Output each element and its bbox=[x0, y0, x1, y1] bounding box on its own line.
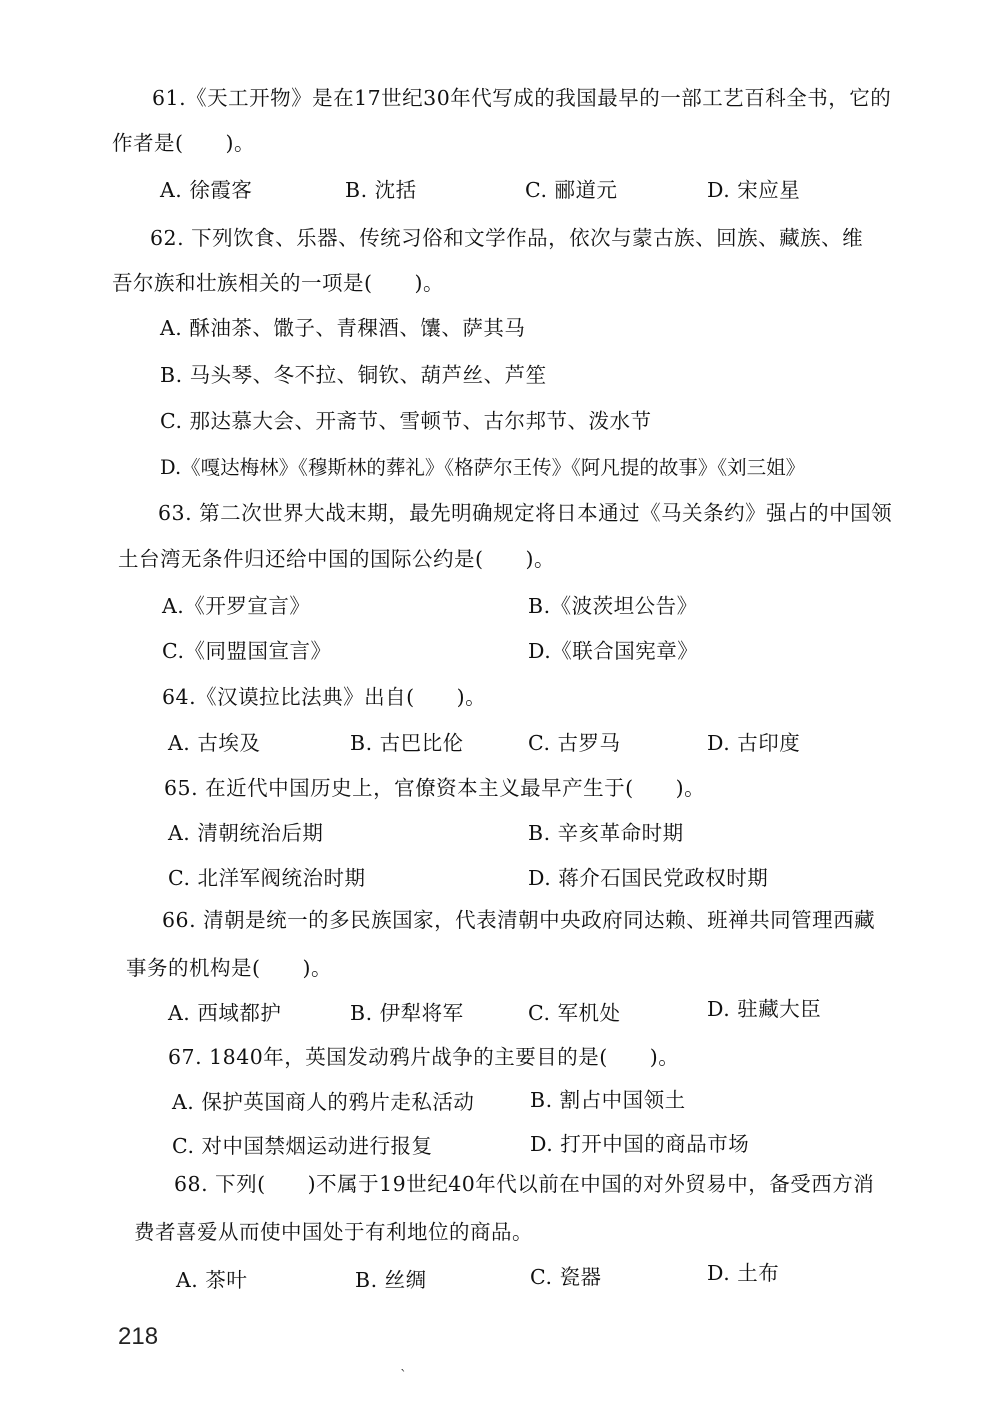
option-c: C. 那达慕大会、开斋节、雪顿节、古尔邦节、泼水节 bbox=[160, 409, 652, 433]
option-a: A.《开罗宣言》 bbox=[162, 594, 311, 618]
option-a: A. 清朝统治后期 bbox=[168, 821, 324, 845]
option-d: D. 土布 bbox=[707, 1261, 780, 1285]
question-stem: 作者是( )。 bbox=[112, 131, 255, 155]
page-number: 218 bbox=[118, 1323, 159, 1350]
option-b: B. 丝绸 bbox=[355, 1268, 427, 1292]
option-b: B. 割占中国领土 bbox=[530, 1088, 686, 1112]
question-stem: 63. 第二次世界大战末期，最先明确规定将日本通过《马关条约》强占的中国领 bbox=[158, 501, 893, 525]
question-stem: 费者喜爱从而使中国处于有利地位的商品。 bbox=[134, 1220, 533, 1244]
question-stem: 68. 下列( )不属于19世纪40年代以前在中国的对外贸易中，备受西方消 bbox=[174, 1172, 875, 1196]
option-d: D. 宋应星 bbox=[707, 178, 801, 202]
question-stem: 62. 下列饮食、乐器、传统习俗和文学作品，依次与蒙古族、回族、藏族、维 bbox=[150, 226, 864, 250]
option-a: A. 古埃及 bbox=[168, 731, 261, 755]
question-stem: 事务的机构是( )。 bbox=[126, 956, 332, 980]
option-c: C.《同盟国宣言》 bbox=[162, 639, 332, 663]
option-a: A. 西域都护 bbox=[168, 1001, 282, 1025]
option-a: A. 茶叶 bbox=[176, 1268, 248, 1292]
option-c: C. 古罗马 bbox=[528, 731, 621, 755]
option-a: A. 保护英国商人的鸦片走私活动 bbox=[172, 1090, 475, 1114]
option-d: D. 古印度 bbox=[707, 731, 801, 755]
option-c: C. 军机处 bbox=[528, 1001, 621, 1025]
option-b: B. 古巴比伦 bbox=[350, 731, 464, 755]
option-d: D.《嘎达梅林》《穆斯林的葬礼》《格萨尔王传》《阿凡提的故事》《刘三姐》 bbox=[160, 456, 806, 479]
question-stem: 吾尔族和壮族相关的一项是( )。 bbox=[112, 271, 444, 295]
question-stem: 67. 1840年，英国发动鸦片战争的主要目的是( )。 bbox=[168, 1045, 680, 1069]
option-d: D. 驻藏大臣 bbox=[707, 997, 822, 1021]
option-d: D.《联合国宪章》 bbox=[528, 639, 699, 663]
question-stem: 土台湾无条件归还给中国的国际公约是( )。 bbox=[118, 547, 555, 571]
option-a: A. 徐霞客 bbox=[160, 178, 253, 202]
option-a: A. 酥油茶、馓子、青稞酒、馕、萨其马 bbox=[160, 316, 526, 340]
question-stem: 64.《汉谟拉比法典》出自( )。 bbox=[162, 685, 487, 709]
option-c: C. 瓷器 bbox=[530, 1265, 602, 1289]
option-c: C. 北洋军阀统治时期 bbox=[168, 866, 366, 890]
question-stem: 65. 在近代中国历史上，官僚资本主义最早产生于( )。 bbox=[164, 776, 706, 800]
option-d: D. 打开中国的商品市场 bbox=[530, 1132, 750, 1156]
option-c: C. 对中国禁烟运动进行报复 bbox=[172, 1134, 433, 1158]
option-b: B.《波茨坦公告》 bbox=[528, 594, 698, 618]
option-b: B. 辛亥革命时期 bbox=[528, 821, 684, 845]
question-stem: 61.《天工开物》是在17世纪30年代写成的我国最早的一部工艺百科全书，它的 bbox=[152, 86, 892, 110]
option-d: D. 蒋介石国民党政权时期 bbox=[528, 866, 769, 890]
stray-mark: ˋ bbox=[400, 1368, 407, 1384]
option-c: C. 郦道元 bbox=[525, 178, 618, 202]
question-stem: 66. 清朝是统一的多民族国家，代表清朝中央政府同达赖、班禅共同管理西藏 bbox=[162, 908, 876, 932]
option-b: B. 马头琴、冬不拉、铜钦、葫芦丝、芦笙 bbox=[160, 363, 547, 387]
option-b: B. 沈括 bbox=[345, 178, 417, 202]
option-b: B. 伊犁将军 bbox=[350, 1001, 464, 1025]
